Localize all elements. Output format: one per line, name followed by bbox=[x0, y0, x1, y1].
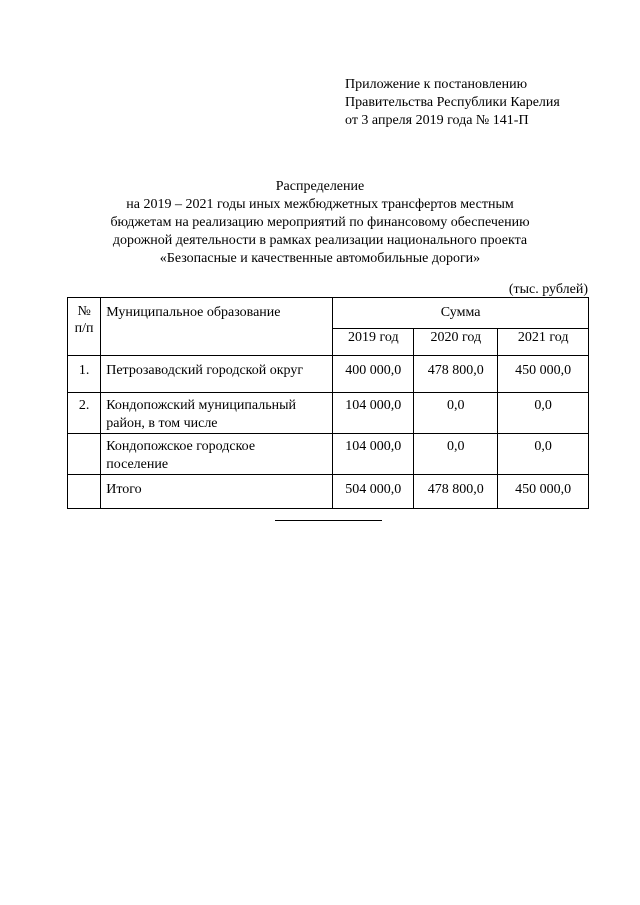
header-number-line: п/п bbox=[74, 321, 94, 336]
title-line: бюджетам на реализацию мероприятий по финансовому обеспечению bbox=[110, 215, 530, 230]
row-value-2020: 0,0 bbox=[414, 393, 498, 434]
row-name-line: Кондопожское городское bbox=[106, 439, 256, 454]
row-name bbox=[101, 475, 333, 509]
row-name-line: район, в том числе bbox=[106, 416, 218, 431]
row-value-2021: 450 000,0 bbox=[498, 356, 589, 393]
header-number bbox=[68, 298, 101, 356]
table-row bbox=[68, 434, 589, 475]
header-year-2020: 2020 год bbox=[414, 329, 498, 356]
table-row bbox=[68, 393, 589, 434]
appendix-line: Приложение к постановлению bbox=[345, 77, 528, 92]
row-value-2021: 0,0 bbox=[498, 434, 589, 475]
title-line: дорожной деятельности в рамках реализации национального проекта bbox=[112, 233, 528, 248]
row-value-2019: 504 000,0 bbox=[333, 475, 414, 509]
row-name-line: Итого bbox=[106, 482, 142, 497]
row-name bbox=[101, 393, 333, 434]
row-name-line: Петрозаводский городской округ bbox=[106, 363, 304, 378]
appendix-line: Правительства Республики Карелия bbox=[345, 95, 560, 110]
row-value-2019: 104 000,0 bbox=[333, 434, 414, 475]
row-name-line: Кондопожский муниципальный bbox=[106, 398, 296, 413]
row-name bbox=[101, 356, 333, 393]
table-row bbox=[68, 356, 589, 393]
title-line: на 2019 – 2021 годы иных межбюджетных трансфертов местным bbox=[126, 197, 514, 212]
title-line: Распределение bbox=[275, 179, 365, 194]
header-year-2021: 2021 год bbox=[498, 329, 589, 356]
row-value-2021: 0,0 bbox=[498, 393, 589, 434]
appendix-line: от 3 апреля 2019 года № 141-П bbox=[345, 113, 529, 128]
distribution-table bbox=[67, 297, 589, 509]
appendix-header bbox=[345, 76, 560, 130]
row-number bbox=[68, 434, 101, 475]
header-year-2019: 2019 год bbox=[333, 329, 414, 356]
row-name-line: поселение bbox=[106, 457, 169, 472]
title-line: «Безопасные и качественные автомобильные дороги» bbox=[159, 251, 481, 266]
header-municipality: Муниципальное образование bbox=[101, 298, 333, 356]
row-value-2020: 478 800,0 bbox=[414, 356, 498, 393]
row-value-2020: 478 800,0 bbox=[414, 475, 498, 509]
units-label: (тыс. рублей) bbox=[508, 282, 588, 297]
table-row-total bbox=[68, 475, 589, 509]
document-title bbox=[60, 178, 580, 268]
row-value-2019: 400 000,0 bbox=[333, 356, 414, 393]
header-sum: Сумма bbox=[333, 298, 589, 329]
end-divider bbox=[275, 520, 382, 521]
row-value-2020: 0,0 bbox=[414, 434, 498, 475]
row-number bbox=[68, 475, 101, 509]
row-value-2019: 104 000,0 bbox=[333, 393, 414, 434]
header-number-line: № bbox=[77, 304, 91, 319]
row-name bbox=[101, 434, 333, 475]
row-number: 1. bbox=[68, 356, 101, 393]
row-number: 2. bbox=[68, 393, 101, 434]
row-value-2021: 450 000,0 bbox=[498, 475, 589, 509]
table-header-row bbox=[68, 298, 589, 329]
